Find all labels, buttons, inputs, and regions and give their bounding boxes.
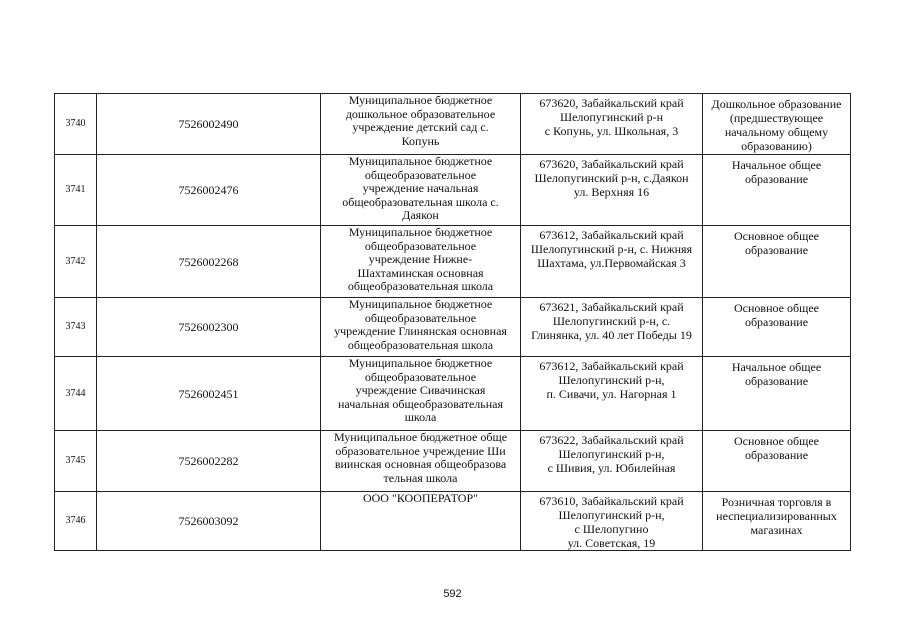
cell-line: Основное общее <box>734 301 819 315</box>
organization-name-cell <box>321 94 521 155</box>
cell-line: 673610, Забайкальский край <box>539 494 684 508</box>
cell-line: неспециализированных <box>716 509 837 523</box>
activity-cell <box>703 94 851 155</box>
cell-line: Муниципальное бюджетное обще <box>333 430 508 444</box>
organization-name-cell <box>321 492 521 551</box>
activity-cell <box>703 155 851 226</box>
cell-line: общеобразовательная школа <box>347 337 494 352</box>
activity-cell <box>703 431 851 492</box>
cell-line: с Шивия, ул. Юбилейная <box>547 461 676 475</box>
table-row <box>55 226 851 298</box>
cell-line: дошкольное образовательное <box>345 106 496 121</box>
row-number: 3742 <box>55 226 97 298</box>
address-cell <box>521 492 703 551</box>
cell-line: Копунь <box>401 133 440 148</box>
organization-name-cell <box>321 155 521 226</box>
cell-line: школа <box>404 410 437 424</box>
cell-line: Дошкольное образование <box>711 97 842 111</box>
address-cell <box>521 226 703 298</box>
cell-line: начальная общеобразовательная <box>337 396 504 411</box>
address-cell <box>521 155 703 226</box>
cell-line: с Шелопугино <box>574 522 649 536</box>
cell-line: образованию) <box>741 139 812 153</box>
row-number: 3743 <box>55 298 97 357</box>
address-cell <box>521 357 703 431</box>
cell-line: 673620, Забайкальский край <box>539 96 684 110</box>
cell-line: Начальное общее <box>731 158 822 172</box>
cell-line: 673612, Забайкальский край <box>539 359 684 373</box>
cell-line: 673612, Забайкальский край <box>539 228 684 242</box>
cell-line: Муниципальное бюджетное <box>348 154 493 168</box>
cell-line: ул. Советская, 19 <box>567 536 656 550</box>
row-number: 3744 <box>55 357 97 431</box>
cell-line: п. Сивачи, ул. Нагорная 1 <box>546 387 677 401</box>
cell-line: образование <box>744 448 809 462</box>
cell-line: учреждение Глинянская основная <box>334 324 507 338</box>
table-row <box>55 431 851 492</box>
table-row <box>55 492 851 551</box>
cell-line: Розничная торговля в <box>721 495 832 509</box>
table-row <box>55 357 851 431</box>
registry-table <box>54 93 851 551</box>
cell-line: Шелопугинский р-н, с.Даякон <box>534 171 689 185</box>
activity-cell <box>703 298 851 357</box>
cell-line: Муниципальное бюджетное <box>348 356 493 370</box>
cell-line: Шахтаминская основная <box>357 265 484 280</box>
cell-line: 673620, Забайкальский край <box>539 157 684 171</box>
cell-line: Начальное общее <box>731 360 822 374</box>
cell-line: Муниципальное бюджетное <box>348 225 493 239</box>
row-number: 3741 <box>55 155 97 226</box>
inn-cell: 7526003092 <box>97 492 321 551</box>
cell-line: общеобразовательное <box>364 167 477 182</box>
cell-line: ул. Верхняя 16 <box>573 185 650 199</box>
cell-line: образование <box>744 243 809 257</box>
cell-line: Шахтама, ул.Первомайская 3 <box>537 256 686 270</box>
cell-line: Муниципальное бюджетное <box>348 93 493 107</box>
inn-cell: 7526002268 <box>97 226 321 298</box>
inn-cell: 7526002451 <box>97 357 321 431</box>
organization-name-cell <box>321 357 521 431</box>
table-row <box>55 94 851 155</box>
cell-line: образование <box>744 172 809 186</box>
cell-line: Муниципальное бюджетное <box>348 297 493 311</box>
cell-line: общеобразовательное <box>364 238 477 253</box>
cell-line: учреждение детский сад с. <box>352 120 489 134</box>
cell-line: учреждение начальная <box>362 181 479 195</box>
cell-line: Шелопугинский р-н, с. Нижняя <box>530 242 693 256</box>
inn-cell: 7526002282 <box>97 431 321 492</box>
cell-line: образовательное учреждение Ши <box>335 443 506 458</box>
row-number: 3746 <box>55 492 97 551</box>
cell-line: Шелопугинский р-н <box>559 110 664 124</box>
organization-name-cell <box>321 431 521 492</box>
inn-cell: 7526002490 <box>97 94 321 155</box>
cell-line: Даякон <box>402 208 439 222</box>
organization-name-cell <box>321 298 521 357</box>
cell-line: (предшествующее <box>729 111 824 125</box>
address-cell <box>521 94 703 155</box>
cell-line: тельная школа <box>383 470 458 485</box>
activity-cell <box>703 357 851 431</box>
activity-cell <box>703 492 851 551</box>
cell-line: общеобразовательное <box>364 310 477 325</box>
cell-line: 673622, Забайкальский край <box>539 433 684 447</box>
cell-line: начальному общему <box>724 125 829 139</box>
cell-line: общеобразовательная школа <box>347 279 494 293</box>
cell-line: виинская основная общеобразова <box>334 457 507 471</box>
cell-line: Шелопугинский р-н, <box>558 508 665 522</box>
table-row <box>55 155 851 226</box>
address-cell <box>521 431 703 492</box>
cell-line: учреждение Нижне- <box>368 252 473 266</box>
page-number: 592 <box>443 588 462 600</box>
inn-cell: 7526002476 <box>97 155 321 226</box>
address-cell <box>521 298 703 357</box>
cell-line: ООО "КООПЕРАТОР" <box>362 491 479 505</box>
table-body <box>55 94 851 551</box>
cell-line: Шелопугинский р-н, <box>558 447 665 461</box>
row-number: 3745 <box>55 431 97 492</box>
cell-line: общеобразовательное <box>364 369 477 384</box>
activity-cell <box>703 226 851 298</box>
cell-line: магазинах <box>750 523 803 537</box>
cell-line: учреждение Сивачинская <box>355 383 486 397</box>
cell-line: 673621, Забайкальский край <box>539 300 684 314</box>
inn-cell: 7526002300 <box>97 298 321 357</box>
table-row <box>55 298 851 357</box>
cell-line: Основное общее <box>734 434 819 448</box>
cell-line: общеобразовательная школа с. <box>342 194 499 209</box>
organization-name-cell <box>321 226 521 298</box>
cell-line: Глинянка, ул. 40 лет Победы 19 <box>531 328 692 342</box>
cell-line: Основное общее <box>734 229 819 243</box>
cell-line: Шелопугинский р-н, с. <box>552 314 671 328</box>
cell-line: образование <box>744 315 809 329</box>
row-number: 3740 <box>55 94 97 155</box>
cell-line: с Копунь, ул. Школьная, 3 <box>544 124 679 138</box>
cell-line: образование <box>744 374 809 388</box>
cell-line: Шелопугинский р-н, <box>558 373 665 387</box>
